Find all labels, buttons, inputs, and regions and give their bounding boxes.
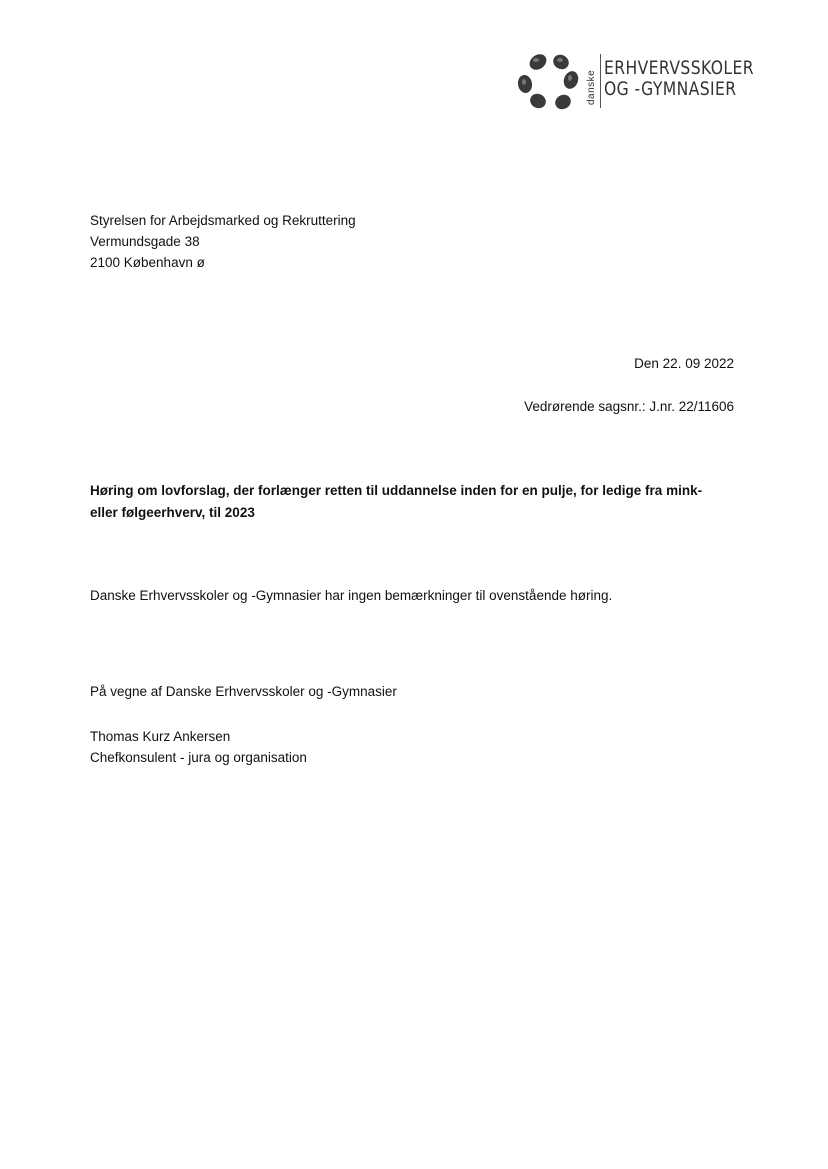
recipient-street: Vermundsgade 38 xyxy=(90,234,200,249)
logo-small-text: danske xyxy=(586,69,597,105)
logo-line-2: OG -GYMNASIER xyxy=(604,78,737,100)
recipient-city: 2100 København ø xyxy=(90,255,205,270)
case-reference: Vedrørende sagsnr.: J.nr. 22/11606 xyxy=(524,399,734,414)
recipient-address xyxy=(90,210,356,273)
recipient-name: Styrelsen for Arbejdsmarked og Rekruttering xyxy=(90,213,356,228)
letter-closing: På vegne af Danske Erhvervsskoler og -Gymnasier xyxy=(90,684,397,699)
signer-title: Chefkonsulent - jura og organisation xyxy=(90,750,307,765)
signature-block xyxy=(90,726,307,768)
signer-name: Thomas Kurz Ankersen xyxy=(90,729,231,744)
organization-logo xyxy=(516,50,756,112)
letter-date: Den 22. 09 2022 xyxy=(634,356,734,371)
letter-body: Danske Erhvervsskoler og -Gymnasier har ingen bemærkninger til ovenstående høring. xyxy=(90,588,613,603)
logo-divider xyxy=(600,54,601,108)
letter-subject: Høring om lovforslag, der forlænger retten til uddannelse inden for en pulje, for ledige fra mink- eller følgeerhverv, til 2023 xyxy=(90,483,703,520)
flower-logo-icon xyxy=(516,50,582,112)
logo-line-1: ERHVERVSSKOLER xyxy=(604,57,755,79)
